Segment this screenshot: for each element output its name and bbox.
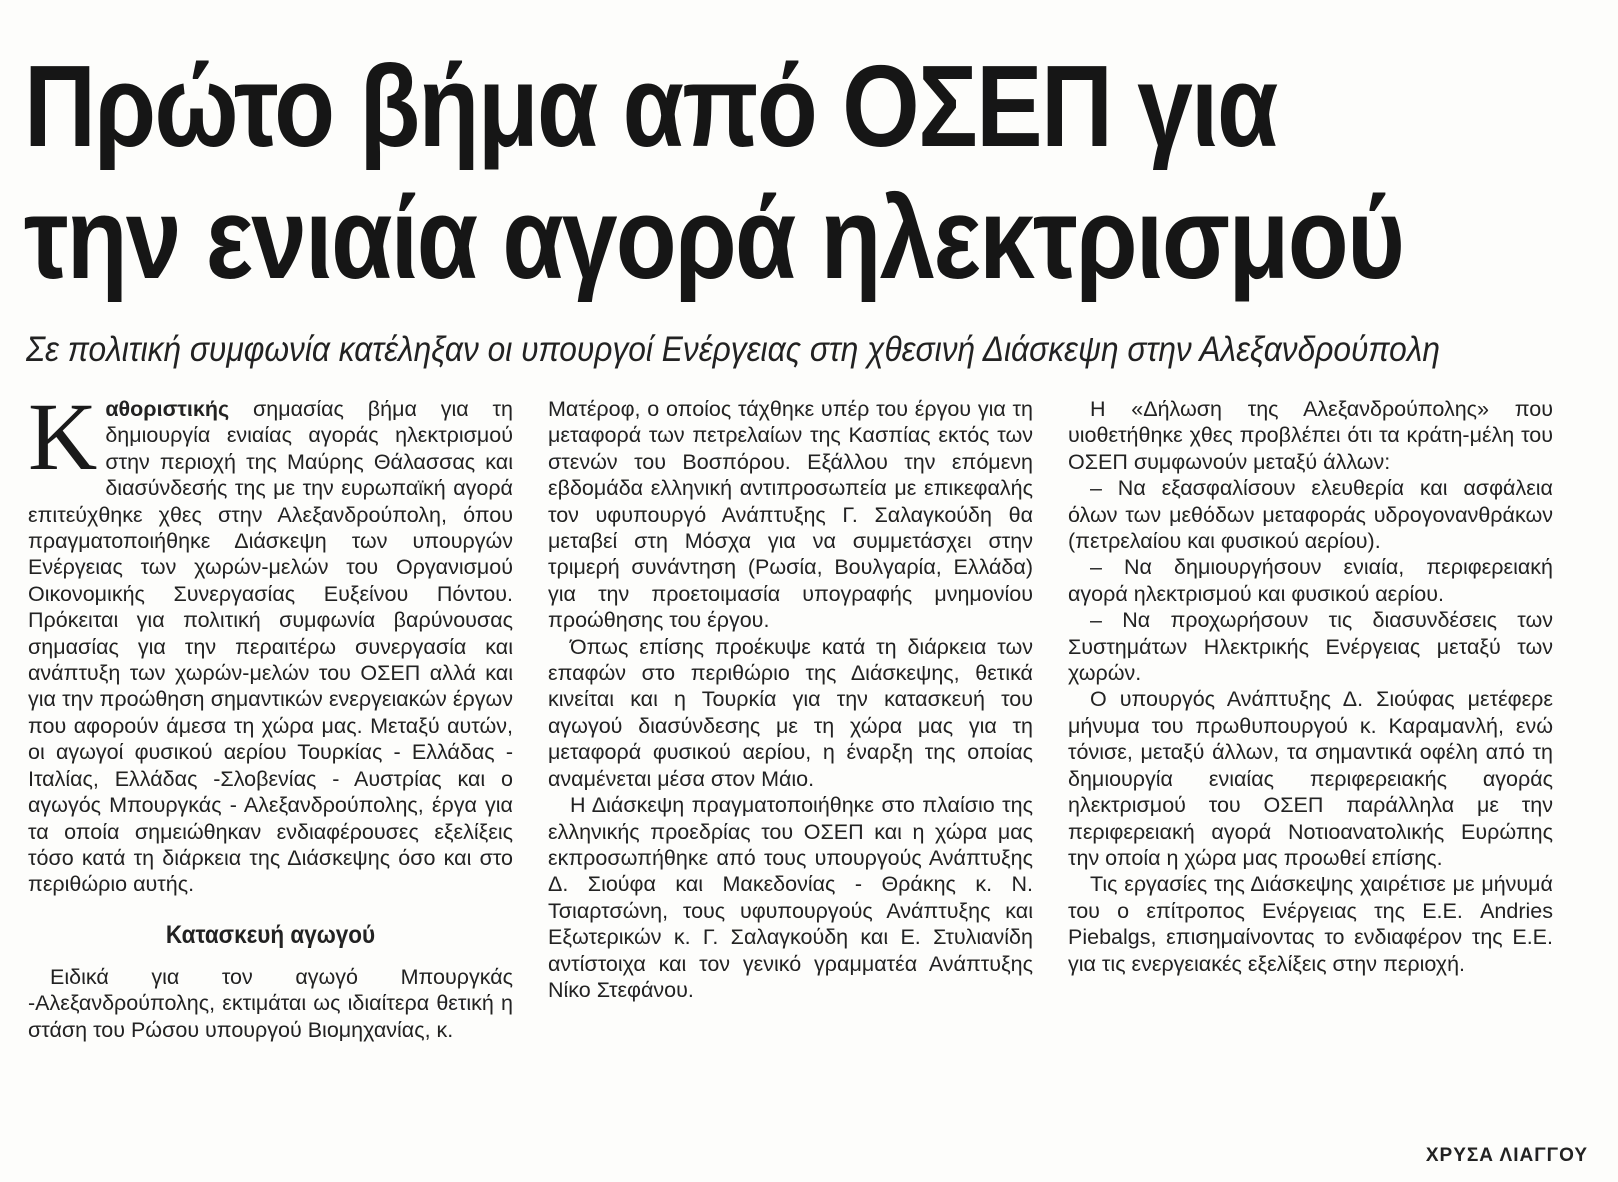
article-paragraph: Όπως επίσης προέκυψε κατά τη διάρκεια των επαφών στο περιθώριο της Διάσκεψης, θετικά κινείται και η Τουρκία για την κατασκευή του αγωγού διασύνδεσης με τη χώρα μας για τη μεταφορά φυσικού αερίου, η έναρξη της οποίας αναμένεται μέσα στον Μάιο.: [548, 634, 1033, 791]
article-paragraph: Ειδικά για τον αγωγό Μπουργκάς -Αλεξανδρούπολης, εκτιμάται ως ιδιαίτερα θετική η στάση του Ρώσου υπουργού Βιομηχανίας, κ.: [28, 964, 513, 1042]
article-column-3: [1068, 396, 1553, 977]
headline: [24, 40, 1404, 304]
subtitle: Σε πολιτική συμφωνία κατέληξαν οι υπουργοί Ενέργειας στη χθεσινή Διάσκεψη στην Αλεξανδρούπολη: [26, 330, 1440, 369]
drop-cap: Κ: [28, 383, 98, 490]
paragraph-text: σημασίας βήμα για τη δημιουργία ενιαίας αγοράς ηλεκτρισμού στην περιοχή της Μαύρης Θάλασσας και διασύνδεσής της με την ευρωπαϊκή αγορά επιτεύχθηκε χθες στην Αλεξανδρούπολη, όπου πραγματοποιήθηκε Διάσκεψη των υπουργών Ενέργειας των χωρών-μελών του Οργανισμού Οικονομικής Συνεργασίας Ευξείνου Πόντου. Πρόκειται για πολιτική συμφωνία βαρύνουσας σημασίας για την περαιτέρω συνεργασία και ανάπτυξη των χωρών-μελών του ΟΣΕΠ αλλά και για την προώθηση σημαντικών ενεργειακών έργων που αφορούν άμεσα τη χώρα μας. Μεταξύ αυτών, οι αγωγοί φυσικού αερίου Τουρκίας - Ελλάδας - Ιταλίας, Ελλάδας -Σλοβενίας - Αυστρίας και ο αγωγός Μπουργκάς - Αλεξανδρούπολης, έργα για τα οποία σημειώθηκαν ενδιαφέρουσες εξελίξεις τόσο κατά τη διάρκεια της Διάσκεψης όσο και στο περιθώριο αυτής.: [28, 397, 513, 897]
article-paragraph: Η «Δήλωση της Αλεξανδρούπολης» που υιοθετήθηκε χθες προβλέπει ότι τα κράτη-μέλη του ΟΣΕΠ συμφωνούν μεταξύ άλλων:: [1068, 397, 1553, 474]
article-paragraph: – Να δημιουργήσουν ενιαία, περιφερειακή αγορά ηλεκτρισμού και φυσικού αερίου.: [1068, 555, 1553, 606]
article-paragraph: [28, 383, 513, 898]
article-paragraph: – Να εξασφαλίσουν ελευθερία και ασφάλεια όλων των μεθόδων μεταφοράς υδρογονανθράκων (πετρελαίου και φυσικού αερίου).: [1068, 476, 1553, 554]
article-paragraph: – Να προχωρήσουν τις διασυνδέσεις των Συστημάτων Ηλεκτρικής Ενέργειας μεταξύ των χωρών.: [1068, 608, 1553, 686]
article-paragraph: Ο υπουργός Ανάπτυξης Δ. Σιούφας μετέφερε μήνυμα του πρωθυπουργού κ. Καραμανλή, ενώ τόνισε, μεταξύ άλλων, τα σημαντικά οφέλη από τη δημιουργία ενιαίας περιφερειακής αγοράς ηλεκτρισμού του ΟΣΕΠ παράλληλα με την περιφερειακή αγορά Νοτιοανατολικής Ευρώπης την οποία η χώρα μας προωθεί επίσης.: [1068, 687, 1553, 870]
lead-word: αθοριστικής: [105, 397, 230, 421]
article-paragraph: Η Διάσκεψη πραγματοποιήθηκε στο πλαίσιο της ελληνικής προεδρίας του ΟΣΕΠ και η χώρα μας εκπροσωπήθηκε από τους υπουργούς Ανάπτυξης Δ. Σιούφα και Μακεδονίας - Θράκης κ. Ν. Τσιαρτσώνη, τους υφυπουργούς Ανάπτυξης και Εξωτερικών κ. Γ. Σαλαγκούδη και Ε. Στυλιανίδη αντίστοιχα και τον γενικό γραμματέα Ανάπτυξης Νίκο Στεφάνου.: [548, 793, 1033, 1002]
headline-line-2: την ενιαία αγορά ηλεκτρισμού: [24, 173, 1404, 303]
article-column-1: [28, 383, 513, 1043]
byline: ΧΡΥΣΑ ΛΙΑΓΓΟΥ: [1425, 1145, 1588, 1166]
headline-line-1: Πρώτο βήμα από ΟΣΕΠ για: [24, 41, 1277, 171]
article-paragraph: Ματέροφ, ο οποίος τάχθηκε υπέρ του έργου για τη μεταφορά των πετρελαίων της Κασπίας εκτός των στενών του Βοσπόρου. Εξάλλου την επόμενη εβδομάδα ελληνική αντιπροσωπεία με επικεφαλής τον υφυπουργό Ανάπτυξης Γ. Σαλαγκούδη θα μεταβεί στη Μόσχα για να συμμετάσχει στην τριμερή συνάντηση (Ρωσία, Βουλγαρία, Ελλάδα) για την προετοιμασία υπογραφής μνημονίου προώθησης του έργου.: [548, 397, 1033, 633]
article-paragraph: Τις εργασίες της Διάσκεψης χαιρέτισε με μήνυμά του ο επίτροπος Ενέργειας της Ε.Ε. Andries Piebalgs, επισημαίνοντας το ενδιαφέρον της Ε.Ε. για τις ενεργειακές εξελίξεις στην περιοχή.: [1068, 872, 1553, 976]
section-subhead: Κατασκευή αγωγού: [165, 920, 376, 949]
article-column-2: [548, 396, 1033, 1003]
